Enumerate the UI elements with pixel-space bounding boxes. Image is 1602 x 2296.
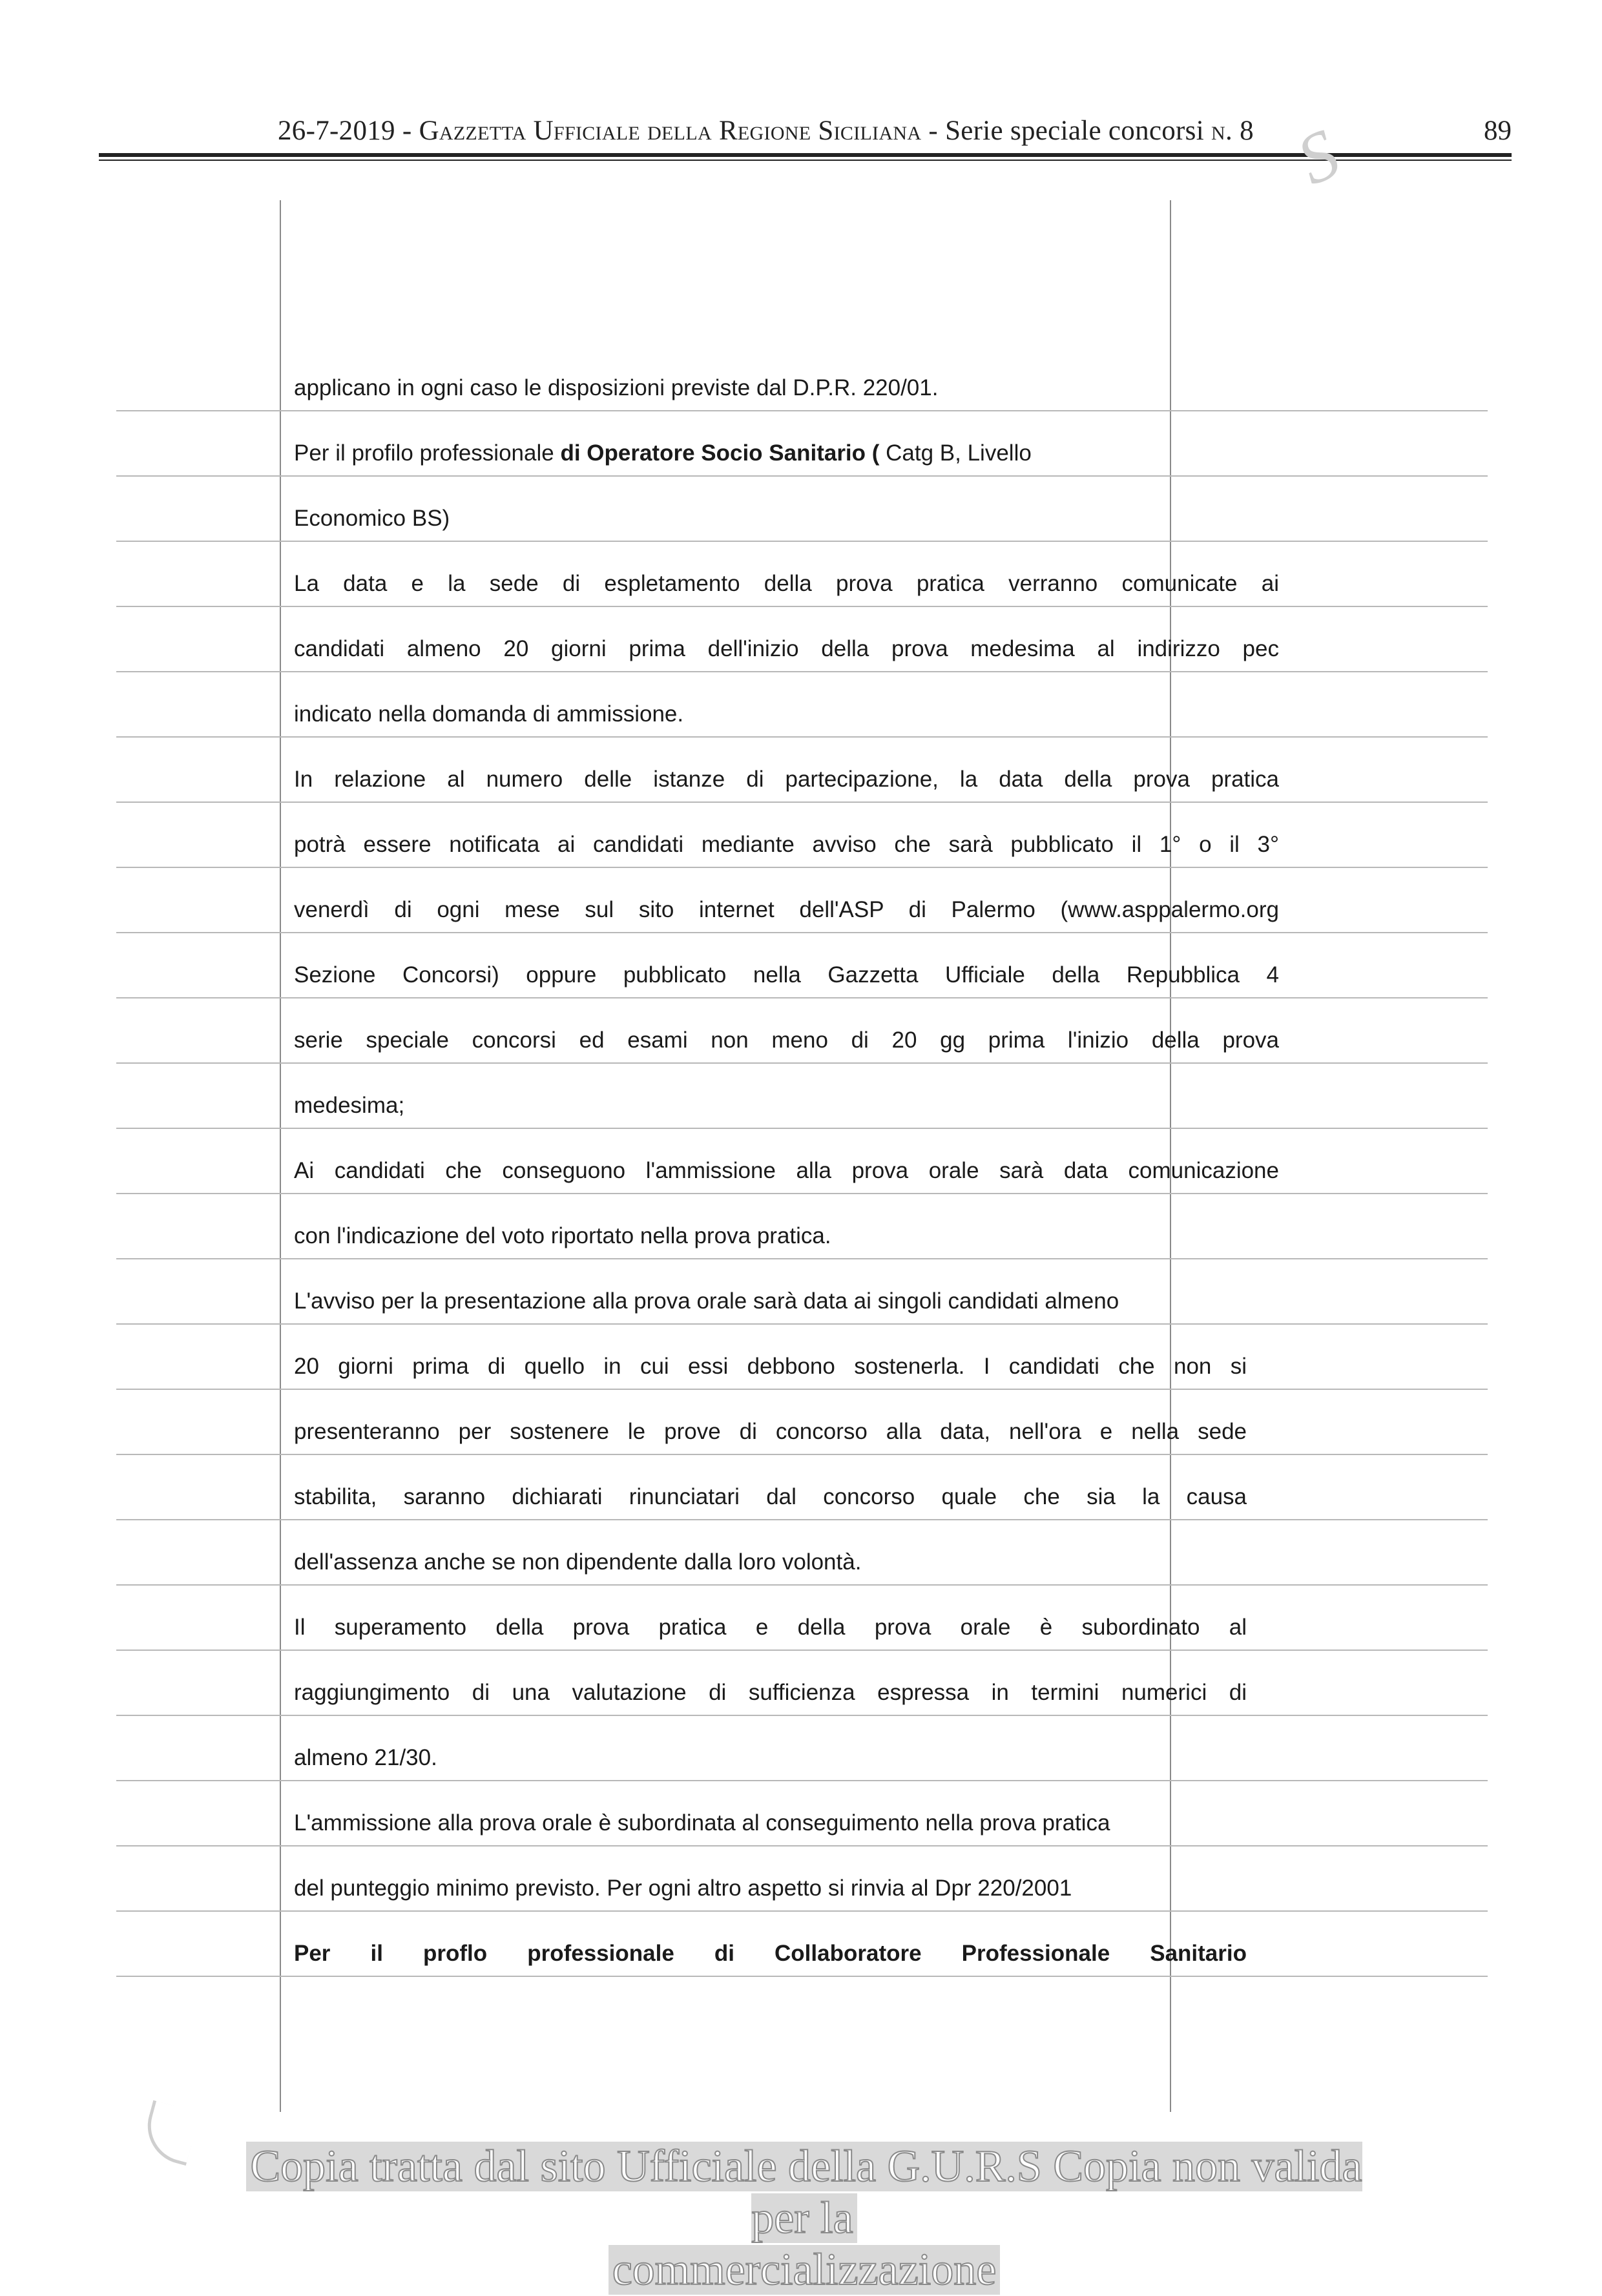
line-text: Economico BS) bbox=[294, 506, 450, 531]
line-text: dell'assenza anche se non dipendente dalla loro volontà. bbox=[294, 1549, 862, 1575]
text-line bbox=[116, 606, 1488, 672]
header-number: n. 8 bbox=[1211, 116, 1254, 146]
line-text bbox=[294, 439, 1279, 468]
text-line bbox=[116, 1062, 1488, 1129]
header-title bbox=[278, 115, 1254, 147]
line-text: presenteranno per sostenere le prove di concorso alla data, nell'ora e nella sede bbox=[294, 1419, 1247, 1444]
line-text: venerdì di ogni mese sul sito internet dell'ASP di Palermo (www.asppalermo.org bbox=[294, 897, 1279, 922]
line-text: Ai candidati che conseguono l'ammissione alla prova orale sarà data comunicazione bbox=[294, 1158, 1279, 1183]
stamp-mark: S bbox=[1285, 113, 1351, 200]
line-text: medesima; bbox=[294, 1093, 405, 1118]
line-text: almeno 21/30. bbox=[294, 1745, 437, 1770]
watermark bbox=[213, 2141, 1395, 2296]
line-text: indicato nella domanda di ammissione. bbox=[294, 701, 684, 727]
header-date: 26-7-2019 - bbox=[278, 116, 419, 146]
line-text-bold: Per il proflo professionale di Collaboratore Professionale Sanitario bbox=[294, 1941, 1247, 1966]
watermark-line-1: Copia tratta dal sito Ufficiale della G.U.R.S Copia non valida per la bbox=[246, 2142, 1362, 2243]
decorative-swirl bbox=[139, 2100, 200, 2166]
text-line bbox=[116, 1128, 1488, 1194]
text-line bbox=[116, 1584, 1488, 1651]
text-line bbox=[116, 736, 1488, 803]
header-publication: Gazzetta Ufficiale della Regione Siciliana bbox=[419, 116, 922, 146]
text-line bbox=[116, 1519, 1488, 1586]
line-text: In relazione al numero delle istanze di partecipazione, la data della prova pratica bbox=[294, 767, 1279, 792]
line-text: con l'indicazione del voto riportato nella prova pratica. bbox=[294, 1223, 831, 1248]
text-line bbox=[116, 1715, 1488, 1781]
text-line bbox=[116, 541, 1488, 607]
line-text: candidati almeno 20 giorni prima dell'inizio della prova medesima al indirizzo pec bbox=[294, 636, 1279, 661]
line-text-bold: di Operatore Socio Sanitario ( bbox=[560, 440, 880, 466]
text-line bbox=[116, 1389, 1488, 1455]
line-text: L'avviso per la presentazione alla prova orale sarà data ai singoli candidati almeno bbox=[294, 1288, 1119, 1314]
watermark-line-2: commercializzazione bbox=[609, 2245, 1001, 2295]
text-line bbox=[116, 475, 1488, 542]
line-text-part: Catg B, Livello bbox=[879, 440, 1032, 466]
line-text-part: Per il profilo professionale bbox=[294, 440, 561, 466]
text-line bbox=[116, 1193, 1488, 1259]
line-text: raggiungimento di una valutazione di sufficienza espressa in termini numerici di bbox=[294, 1680, 1247, 1705]
line-text: Sezione Concorsi) oppure pubblicato nella Gazzetta Ufficiale della Repubblica 4 bbox=[294, 962, 1279, 988]
line-text: stabilita, saranno dichiarati rinunciatari dal concorso quale che sia la causa bbox=[294, 1484, 1247, 1509]
text-line bbox=[116, 1650, 1488, 1716]
text-line bbox=[116, 671, 1488, 738]
text-line bbox=[116, 1910, 1488, 1977]
line-text: 20 giorni prima di quello in cui essi debbono sostenerla. I candidati che non si bbox=[294, 1354, 1247, 1379]
line-text: applicano in ogni caso le disposizioni previste dal D.P.R. 220/01. bbox=[294, 375, 939, 400]
line-text: serie speciale concorsi ed esami non meno di 20 gg prima l'inizio della prova bbox=[294, 1028, 1279, 1053]
text-line bbox=[116, 1780, 1488, 1846]
line-text: La data e la sede di espletamento della prova pratica verranno comunicate ai bbox=[294, 571, 1279, 596]
text-line bbox=[116, 1323, 1488, 1390]
text-line bbox=[116, 867, 1488, 933]
line-text: potrà essere notificata ai candidati mediante avviso che sarà pubblicato il 1° o il 3° bbox=[294, 832, 1279, 857]
line-text: Il superamento della prova pratica e della prova orale è subordinato al bbox=[294, 1615, 1247, 1640]
text-line bbox=[116, 1454, 1488, 1520]
text-line bbox=[116, 932, 1488, 998]
text-line bbox=[116, 1258, 1488, 1325]
text-line bbox=[116, 345, 1488, 411]
header-series: - Serie speciale concorsi bbox=[921, 116, 1212, 146]
text-line bbox=[116, 997, 1488, 1064]
page-number: 89 bbox=[1484, 116, 1512, 146]
line-text: L'ammissione alla prova orale è subordinata al conseguimento nella prova pratica bbox=[294, 1810, 1110, 1836]
text-line bbox=[116, 802, 1488, 868]
text-line bbox=[116, 1845, 1488, 1912]
text-line bbox=[116, 410, 1488, 477]
line-text: del punteggio minimo previsto. Per ogni altro aspetto si rinvia al Dpr 220/2001 bbox=[294, 1876, 1072, 1901]
